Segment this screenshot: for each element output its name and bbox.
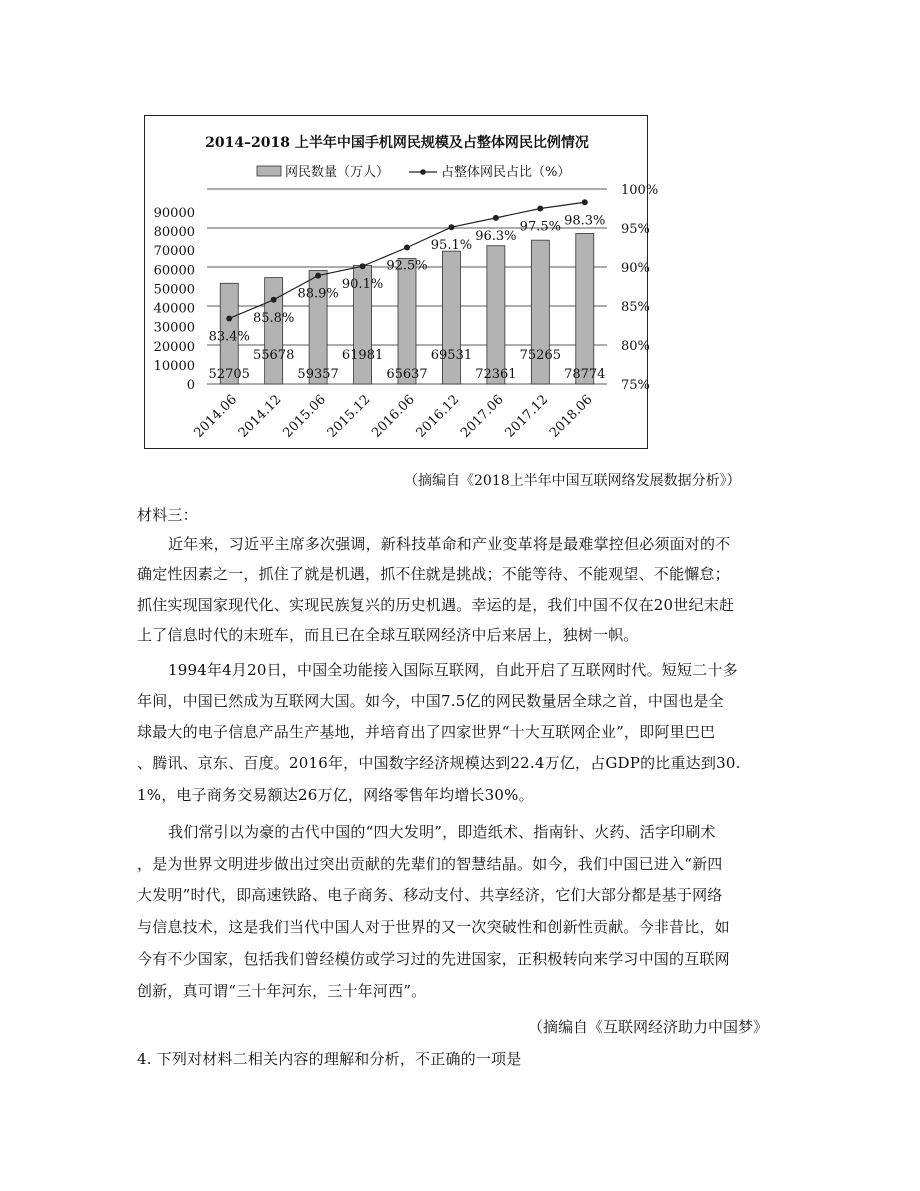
paragraph-2-line-4: 、腾讯、京东、百度。2016年，中国数字经济规模达到22.4万亿，占GDP的比重达到30. — [137, 754, 741, 772]
bar — [576, 233, 594, 384]
x-tick-label: 2017.06 — [458, 392, 507, 441]
y-right-tick-label: 100% — [621, 183, 659, 198]
material-heading: 材料三： — [137, 506, 198, 524]
chart-source-citation: （摘编自《2018上半年中国互联网络发展数据分析》） — [404, 473, 741, 489]
bar-value-label: 65637 — [386, 367, 428, 382]
paragraph-3-line-2: ，是为世界文明进步做出过突出贡献的先辈们的智慧结晶。如今，我们中国已进入“新四 — [137, 855, 723, 873]
paragraph-2-line-2: 年间，中国已然成为互联网大国。如今，中国7.5亿的网民数量居全球之首，中国也是全 — [137, 692, 724, 710]
bar-value-label: 75265 — [519, 348, 562, 363]
bar — [265, 278, 283, 384]
bar-value-label: 72361 — [475, 367, 517, 382]
bar-value-label: 61981 — [341, 348, 384, 363]
legend-line-marker — [420, 169, 426, 175]
line-point — [493, 215, 499, 221]
line-point — [448, 224, 454, 230]
bar-value-label: 78774 — [564, 367, 606, 382]
line-value-label: 83.4% — [208, 329, 250, 345]
x-tick-label: 2015.12 — [324, 392, 374, 441]
paragraph-1-line-2: 确定性因素之一，抓住了就是机遇，抓不住就是挑战；不能等待、不能观望、不能懈怠； — [137, 565, 730, 583]
y-left-tick-label: 30000 — [153, 320, 195, 336]
line-point — [271, 297, 277, 303]
legend-bar-swatch — [257, 166, 281, 176]
line-point — [582, 199, 588, 205]
line-point — [360, 263, 366, 269]
bar — [442, 251, 460, 384]
x-tick-label: 2017.12 — [502, 392, 552, 441]
x-tick-label: 2014.12 — [235, 392, 285, 441]
line-point — [537, 206, 543, 212]
paragraph-3-line-3: 大发明”时代，即高速铁路、电子商务、移动支付、共享经济，它们大部分都是基于网络 — [137, 886, 723, 904]
line-value-label: 90.1% — [341, 277, 384, 293]
bar-value-label: 55678 — [252, 348, 295, 363]
y-right-tick-label: 80% — [621, 339, 650, 354]
paragraph-2-line-3: 球最大的电子信息产品生产基地，并培育出了四家世界“十大互联网企业”，即阿里巴巴 — [137, 723, 716, 741]
y-left-tick-label: 80000 — [153, 225, 195, 241]
paragraph-3-line-4: 与信息技术，这是我们当代中国人对于世界的又一次突破性和创新性贡献。今非昔比，如 — [137, 918, 730, 936]
paragraph-1-line-1: 近年来，习近平主席多次强调，新科技革命和产业变革将是最难掌控但必须面对的不 — [168, 535, 731, 553]
chart-title: 2014–2018 上半年中国手机网民规模及占整体网民比例情况 — [205, 135, 589, 151]
line-point — [226, 315, 232, 321]
paragraph-1-line-3: 抓住实现国家现代化、实现民族复兴的历史机遇。幸运的是，我们中国不仅在20世纪末赶 — [137, 596, 735, 614]
line-value-label: 96.3% — [475, 228, 517, 244]
paragraph-3-line-1: 我们常引以为豪的古代中国的“四大发明”，即造纸术、指南针、火药、活字印刷术 — [168, 823, 716, 841]
y-left-tick-label: 60000 — [153, 263, 195, 279]
material-source-citation: （摘编自《互联网经济助力中国梦》 — [528, 1018, 769, 1036]
legend-bar-label: 网民数量（万人） — [285, 165, 390, 180]
bar-value-label: 52705 — [208, 367, 250, 382]
bar-value-label: 59357 — [297, 367, 339, 382]
line-value-label: 95.1% — [430, 238, 473, 254]
y-left-tick-label: 40000 — [153, 301, 195, 317]
y-left-tick-label: 70000 — [153, 244, 195, 260]
x-tick-label: 2016.12 — [413, 392, 463, 441]
paragraph-2-line-5: 1%，电子商务交易额达26万亿，网络零售年均增长30%。 — [137, 786, 534, 804]
y-right-tick-label: 85% — [621, 300, 650, 315]
bar — [487, 246, 505, 384]
bar — [398, 259, 416, 384]
y-right-tick-label: 75% — [621, 378, 650, 393]
line-value-label: 97.5% — [519, 219, 561, 235]
y-left-tick-label: 90000 — [153, 206, 195, 221]
question-4: 4. 下列对材料二相关内容的理解和分析，不正确的一项是 — [137, 1050, 522, 1068]
bar-value-label: 69531 — [430, 348, 473, 363]
paragraph-2-line-1: 1994年4月20日，中国全功能接入国际互联网，自此开启了互联网时代。短短二十多 — [168, 661, 738, 679]
line-value-label: 88.9% — [297, 286, 339, 302]
paragraph-3-line-5: 今有不少国家，包括我们曾经模仿或学习过的先进国家，正积极转向来学习中国的互联网 — [137, 950, 730, 968]
y-right-tick-label: 90% — [621, 261, 650, 276]
paragraph-1-line-4: 上了信息时代的末班车，而且已在全球互联网经济中后来居上，独树一帜。 — [137, 626, 639, 644]
x-tick-label: 2018.06 — [546, 392, 596, 441]
line-point — [315, 273, 321, 279]
legend-line-label: 占整体网民占比（%） — [441, 165, 571, 180]
y-right-tick-label: 95% — [621, 222, 650, 237]
paragraph-3-line-6: 创新，真可谓“三十年河东，三十年河西”。 — [137, 982, 427, 1000]
chart-figure — [144, 115, 659, 449]
y-left-tick-label: 50000 — [153, 282, 195, 298]
x-tick-label: 2014.06 — [191, 392, 241, 441]
x-tick-label: 2015.06 — [280, 392, 329, 441]
y-left-tick-label: 20000 — [153, 339, 195, 355]
chart-svg — [145, 116, 659, 450]
x-tick-label: 2016.06 — [369, 392, 418, 441]
line-value-label: 92.5% — [386, 258, 428, 274]
line-value-label: 85.8% — [253, 310, 295, 326]
line-point — [404, 245, 410, 251]
y-left-tick-label: 10000 — [153, 358, 195, 374]
line-value-label: 98.3% — [564, 213, 606, 229]
y-left-tick-label: 0 — [186, 378, 195, 393]
